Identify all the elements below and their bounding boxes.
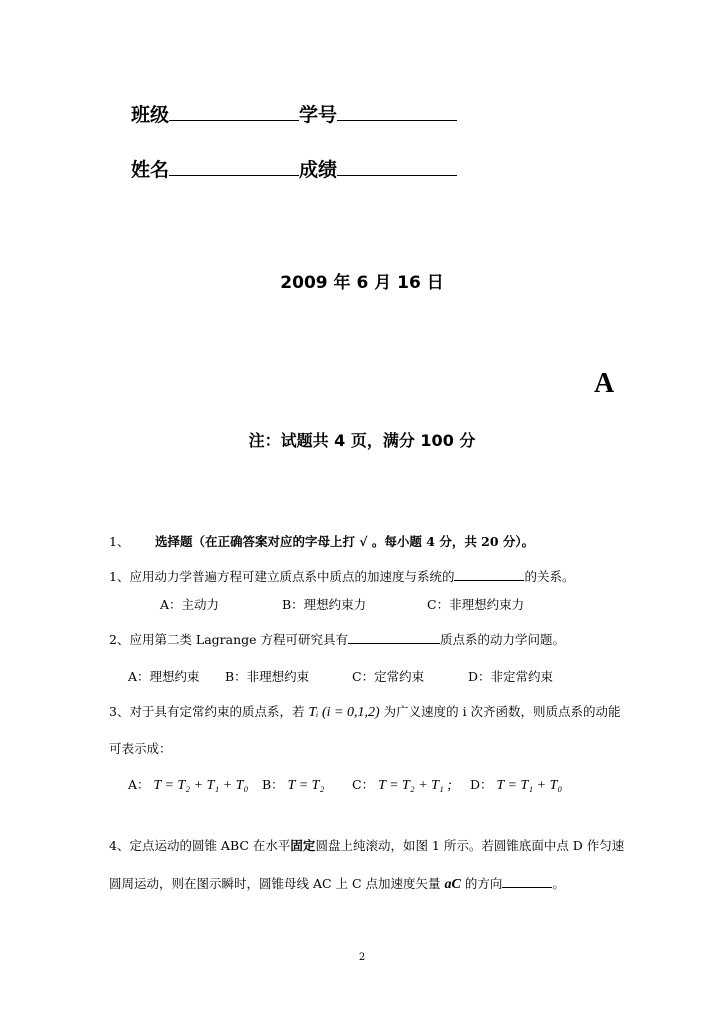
question-4-text-a: 4、定点运动的圆锥 ABC 在水平 [109, 838, 291, 853]
question-1-stem [109, 567, 574, 585]
question-4-text-bold: 固定 [290, 838, 316, 853]
question-4-text-d: 的方向 [464, 876, 503, 891]
section1-number: 1、 [109, 534, 130, 549]
question-1-text-end: 的关系。 [524, 569, 575, 584]
question-3-option-b-formula: T = T₂ [287, 778, 325, 793]
class-blank[interactable] [169, 120, 299, 121]
score-blank[interactable] [337, 175, 457, 176]
question-4-stem-line-1 [109, 836, 624, 854]
question-2-option-d[interactable]: D：非定常约束 [468, 669, 554, 684]
question-3-option-d[interactable] [470, 775, 562, 794]
question-4-blank[interactable] [502, 887, 552, 888]
question-2-text: 2、应用第二类 Lagrange 方程可研究具有 [109, 632, 349, 647]
question-3-math: Tᵢ (i = 0,1,2) [308, 705, 380, 720]
header-row-2 [131, 155, 457, 182]
question-4-text-c: 圆周运动，则在图示瞬时，圆锥母线 AC 上 C 点加速度矢量 [109, 876, 441, 891]
question-2-stem [109, 630, 565, 648]
question-1-option-c[interactable]: C：非理想约束力 [427, 597, 525, 612]
student-id-label: 学号 [299, 104, 338, 126]
section1-title: 选择题（在正确答案对应的字母上打 √ 。每小题 4 分，共 20 分）。 [155, 534, 535, 549]
page-number: 2 [358, 952, 366, 963]
question-3-text-end: 为广义速度的 i 次齐函数，则质点系的动能 [383, 704, 621, 719]
question-3-option-d-label: D： [470, 777, 493, 792]
question-3-stem-line-1 [109, 702, 621, 721]
question-3-text: 3、对于具有定常约束的质点系，若 [109, 704, 305, 719]
header-row-1 [131, 100, 457, 127]
question-3-stem-line-2: 可表示成： [109, 741, 172, 756]
question-4-text-b: 圆盘上纯滚动，如图 1 所示。若圆锥底面中点 D 作匀速 [315, 838, 625, 853]
exam-date: 2009 年 6 月 16 日 [280, 273, 444, 293]
question-1-option-b[interactable]: B：理想约束力 [282, 597, 367, 612]
question-3-option-a-formula: T = T₂ + T₁ + T₀ [153, 778, 249, 793]
name-label: 姓名 [131, 159, 170, 181]
question-3-option-c-label: C： [352, 777, 375, 792]
question-2-option-a[interactable]: A：理想约束 [128, 669, 200, 684]
question-4-vector: aC [444, 877, 461, 892]
score-label: 成绩 [299, 159, 338, 181]
student-id-blank[interactable] [337, 120, 457, 121]
question-4-stem-line-2 [109, 874, 565, 893]
question-1-blank[interactable] [454, 580, 524, 581]
question-4-text-end: 。 [552, 876, 565, 891]
question-2-option-c[interactable]: C：定常约束 [352, 669, 425, 684]
question-1-text: 1、应用动力学普遍方程可建立质点系中质点的加速度与系统的 [109, 569, 455, 584]
class-label: 班级 [131, 104, 170, 126]
name-blank[interactable] [169, 175, 299, 176]
exam-note: 注：试题共 4 页，满分 100 分 [248, 431, 476, 450]
question-2-text-end: 质点系的动力学问题。 [440, 632, 566, 647]
question-2-option-b[interactable]: B：非理想约束 [225, 669, 310, 684]
question-3-option-c-formula: T = T₂ + T₁ ; [378, 778, 452, 793]
question-3-option-b[interactable] [262, 775, 324, 794]
question-3-option-c[interactable] [352, 775, 452, 794]
question-3-option-d-formula: T = T₁ + T₀ [496, 778, 563, 793]
question-1-option-a[interactable]: A：主动力 [160, 597, 220, 612]
paper-version: A [594, 368, 615, 399]
question-3-option-b-label: B： [262, 777, 284, 792]
question-2-blank[interactable] [348, 643, 440, 644]
question-3-option-a[interactable] [128, 775, 248, 794]
question-3-option-a-label: A： [128, 777, 150, 792]
